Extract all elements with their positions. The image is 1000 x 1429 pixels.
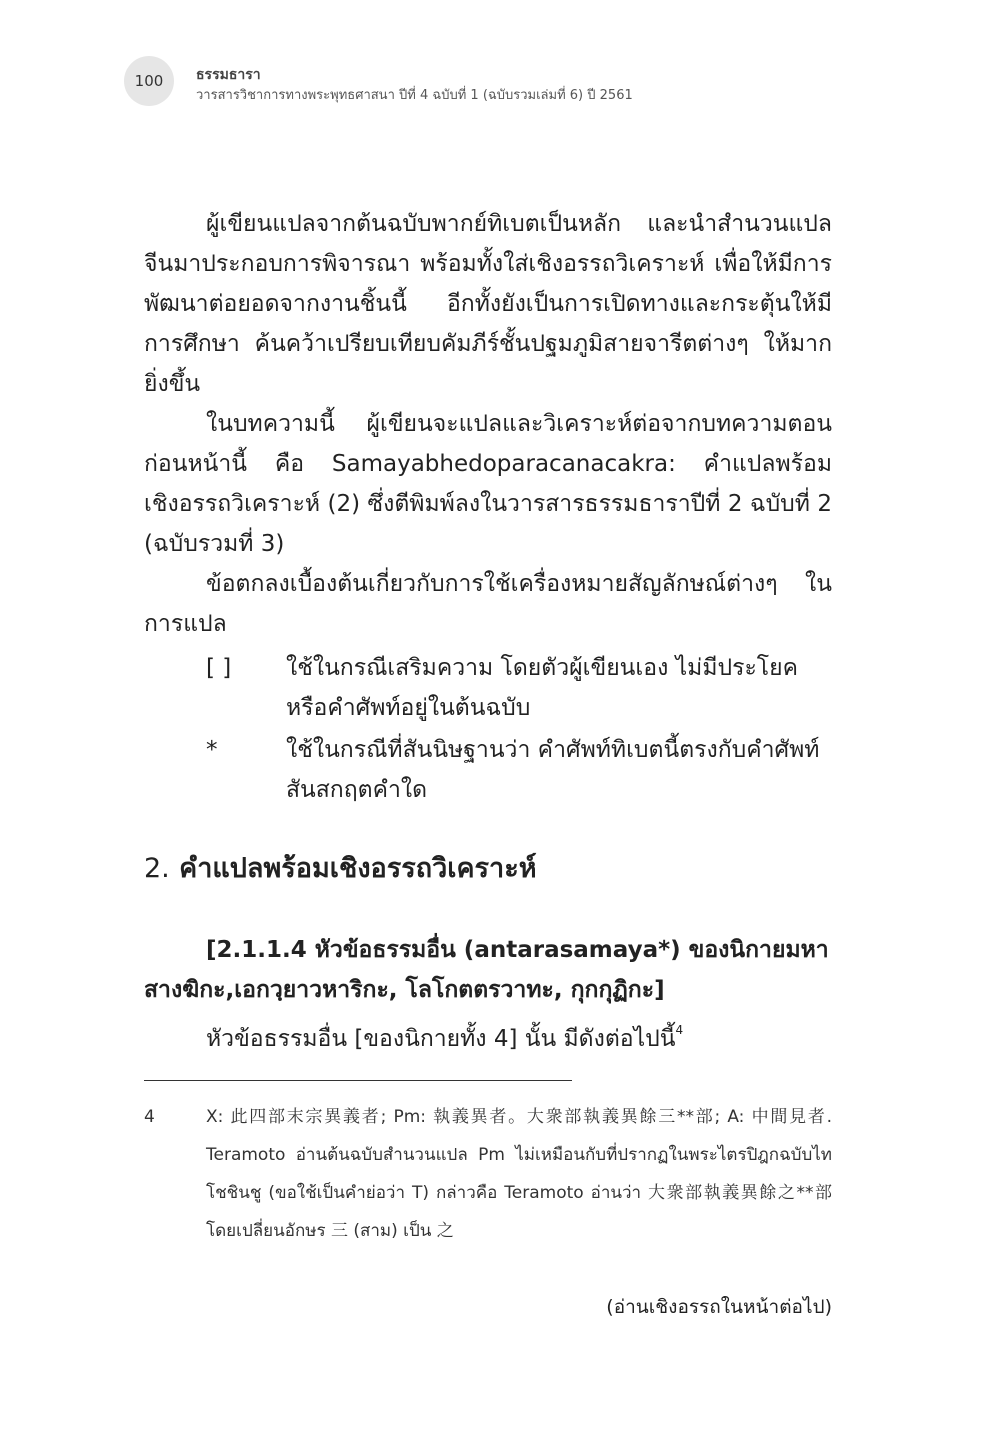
- section-heading: [144, 848, 537, 890]
- paragraph-3-text: ข้อตกลงเบื้องต้นเกี่ยวกับการใช้เครื่องหมายสัญลักษณ์ต่างๆ ในการแปล: [144, 571, 832, 637]
- subsection-heading: [2.1.1.4 หัวข้อธรรมอื่น (antarasamaya*) ของนิกายมหาสางฆิกะ,เอกวฺยาวหาริกะ, โลโกตตรวาทะ, กุกกุฏิกะ]: [144, 937, 829, 1003]
- convention-description: ใช้ในกรณีเสริมความ โดยตัวผู้เขียนเอง ไม่มีประโยคหรือคำศัพท์อยู่ในต้นฉบับ: [286, 655, 799, 721]
- journal-subtitle: วารสารวิชาการทางพระพุทธศาสนา ปีที่ 4 ฉบับที่ 1 (ฉบับรวมเล่มที่ 6) ปี 2561: [196, 88, 633, 103]
- paragraph-2: [144, 404, 832, 564]
- footnote-reference[interactable]: 4: [675, 1023, 684, 1037]
- convention-item-asterisk: [206, 730, 832, 810]
- convention-mark: [ ]: [206, 655, 232, 681]
- subsection-body-text: หัวข้อธรรมอื่น [ของนิกายทั้ง 4] นั้น มีดังต่อไปนี้: [206, 1026, 676, 1052]
- footnote-divider: [144, 1080, 572, 1081]
- footnote: [144, 1098, 832, 1250]
- paragraph-2-text: ในบทความนี้ ผู้เขียนจะแปลและวิเคราะห์ต่อจากบทความตอนก่อนหน้านี้ คือ Samayabhedoparacanacakra: คำแปลพร้อมเชิงอรรถวิเคราะห์ (2) ซึ่งตีพิมพ์ลงในวารสารธรรมธาราปีที่ 2 ฉบับที่ 2 (ฉบับรวมที่ 3): [144, 411, 832, 557]
- subsection-body: [206, 1010, 683, 1059]
- convention-item-brackets: [206, 648, 832, 728]
- paragraph-1-text: ผู้เขียนแปลจากต้นฉบับพากย์ทิเบตเป็นหลัก และนำสำนวนแปลจีนมาประกอบการพิจารณา พร้อมทั้งใส่เชิงอรรถวิเคราะห์ เพื่อให้มีการพัฒนาต่อยอดจากงานชิ้นนี้ อีกทั้งยังเป็นการเปิดทางและกระตุ้นให้มีการศึกษา ค้นคว้าเปรียบเทียบคัมภีร์ชั้นปฐมภูมิสายจารีตต่างๆ ให้มากยิ่งขึ้น: [144, 211, 832, 397]
- section-number: 2.: [144, 853, 170, 884]
- section-title: คำแปลพร้อมเชิงอรรถวิเคราะห์: [179, 853, 537, 884]
- convention-mark: *: [206, 737, 218, 763]
- paragraph-3: [144, 564, 832, 644]
- page-number-badge: 100: [124, 56, 174, 106]
- footnote-number: 4: [144, 1107, 155, 1127]
- convention-description: ใช้ในกรณีที่สันนิษฐานว่า คำศัพท์ทิเบตนี้ตรงกับคำศัพท์สันสกฤตคำใด: [286, 737, 820, 803]
- paragraph-1: [144, 204, 832, 404]
- footnote-text: X: 此四部末宗異義者; Pm: 執義異者。大衆部執義異餘三**部; A: 中間見者. Teramoto อ่านต้นฉบับสำนวนแปล Pm ไม่เหมือนกับที่ปรากฏในพระไตรปิฎกฉบับไทโชชินชู (ขอใช้เป็นคำย่อว่า T) กล่าวคือ Teramoto อ่านว่า 大衆部執義異餘之**部 โดยเปลี่ยนอักษร 三 (สาม) เป็น 之: [206, 1107, 832, 1241]
- journal-title: ธรรมธารา: [196, 67, 261, 83]
- continued-note: (อ่านเชิงอรรถในหน้าต่อไป): [606, 1296, 832, 1318]
